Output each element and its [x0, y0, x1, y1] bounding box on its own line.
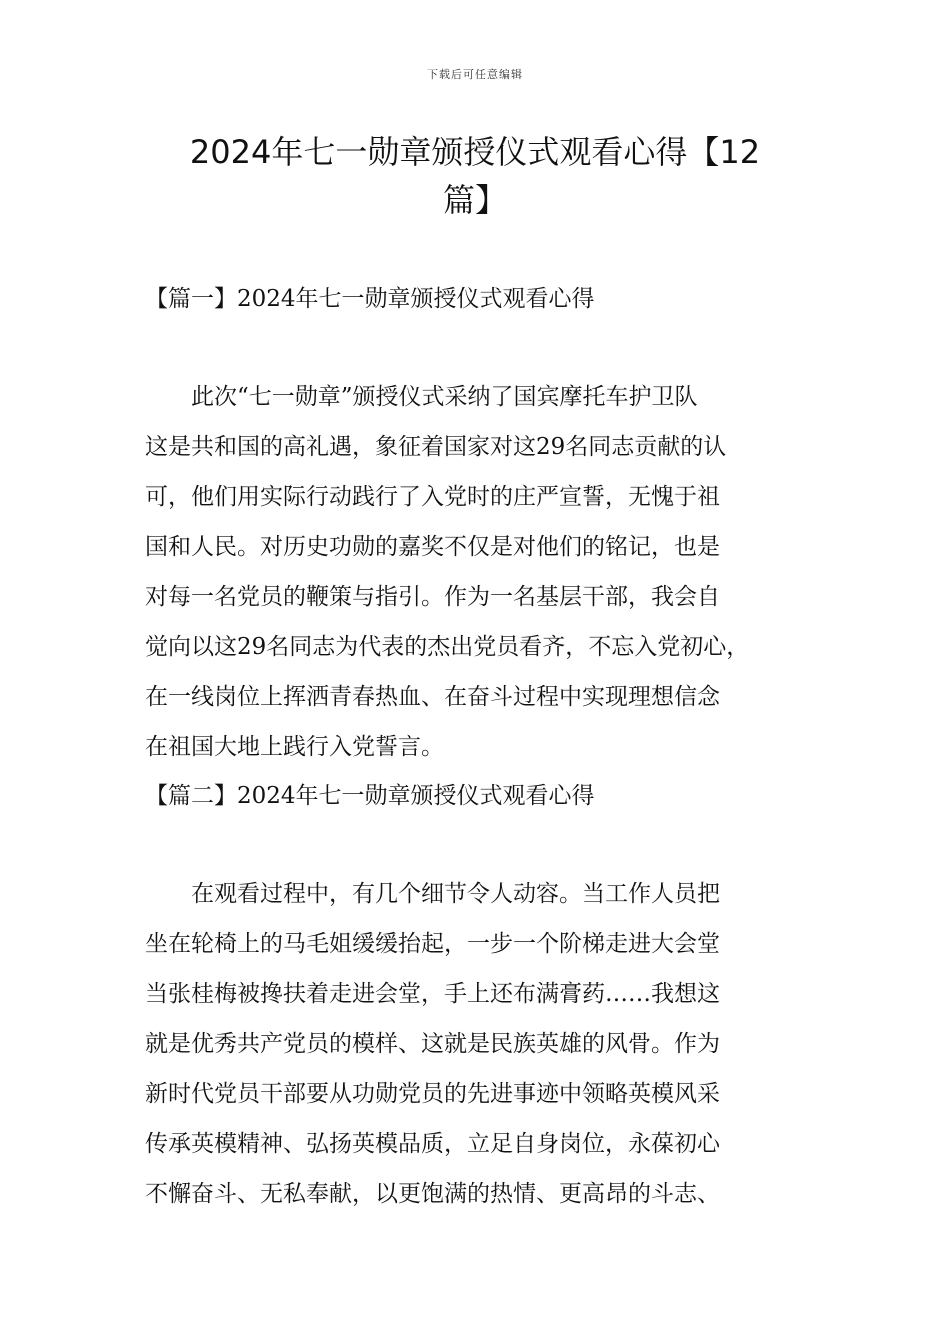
- paragraph-line: 国和人民。对历史功勋的嘉奖不仅是对他们的铭记，也是: [145, 534, 720, 560]
- header-note: 下载后可任意编辑: [427, 68, 523, 81]
- paragraph-line: 可，他们用实际行动践行了入党时的庄严宣誓，无愧于祖: [145, 484, 720, 510]
- section-1-heading: 【篇一】2024年七一勋章颁授仪式观看心得: [145, 286, 595, 312]
- section-1-paragraph: [145, 372, 825, 772]
- paragraph-line: 在一线岗位上挥洒青春热血、在奋斗过程中实现理想信念: [145, 684, 720, 710]
- section-2-paragraph: [145, 869, 825, 1219]
- paragraph-line: 觉向以这29名同志为代表的杰出党员看齐，不忘入党初心，: [145, 634, 750, 660]
- document-title: [145, 128, 805, 224]
- paragraph-line: 对每一名党员的鞭策与指引。作为一名基层干部，我会自: [145, 584, 720, 610]
- section-2-heading: 【篇二】2024年七一勋章颁授仪式观看心得: [145, 783, 595, 809]
- paragraph-line: 当张桂梅被搀扶着走进会堂，手上还布满膏药……我想这: [145, 981, 720, 1007]
- paragraph-line: 不懈奋斗、无私奉献，以更饱满的热情、更高昂的斗志、: [145, 1181, 720, 1207]
- paragraph-line: 新时代党员干部要从功勋党员的先进事迹中领略英模风采: [145, 1081, 720, 1107]
- paragraph-line: 坐在轮椅上的马毛姐缓缓抬起，一步一个阶梯走进大会堂: [145, 931, 720, 957]
- paragraph-line: 在观看过程中，有几个细节令人动容。当工作人员把: [145, 881, 720, 907]
- paragraph-line: 此次“七一勋章”颁授仪式采纳了国宾摩托车护卫队: [145, 384, 698, 410]
- paragraph-line: 传承英模精神、弘扬英模品质，立足自身岗位，永葆初心: [145, 1131, 720, 1157]
- paragraph-line: 在祖国大地上践行入党誓言。: [145, 734, 444, 760]
- paragraph-line: 就是优秀共产党员的模样、这就是民族英雄的风骨。作为: [145, 1031, 720, 1057]
- title-line-2: 篇】: [442, 181, 507, 219]
- title-line-1: 2024年七一勋章颁授仪式观看心得【12: [189, 133, 761, 171]
- paragraph-line: 这是共和国的高礼遇，象征着国家对这29名同志贡献的认: [145, 434, 727, 460]
